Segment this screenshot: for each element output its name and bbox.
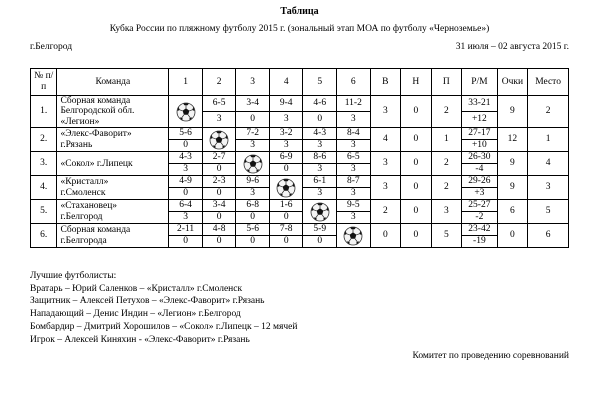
soccer-ball-icon <box>176 102 196 122</box>
soccer-ball-icon <box>209 130 229 150</box>
best-players-heading: Лучшие футболисты: <box>30 271 117 281</box>
team-number: 2. <box>31 128 57 152</box>
team-points: 9 <box>497 176 528 200</box>
match-points: 0 <box>269 164 303 176</box>
match-score: 8-4 <box>337 128 371 140</box>
match-points: 3 <box>303 188 337 200</box>
match-points: 3 <box>236 188 270 200</box>
team-place: 1 <box>528 128 569 152</box>
match-score: 4-8 <box>202 224 236 236</box>
soccer-ball-icon <box>243 154 263 174</box>
stat-d: 0 <box>401 200 432 224</box>
stat-w: 3 <box>370 152 401 176</box>
team-place: 4 <box>528 152 569 176</box>
team-place: 5 <box>528 200 569 224</box>
table-row <box>31 176 569 188</box>
match-points: 0 <box>202 188 236 200</box>
match-points: 0 <box>169 188 203 200</box>
match-score: 6-4 <box>169 200 203 212</box>
soccer-ball-icon <box>343 226 363 246</box>
team-name-line: Сборная команда <box>60 225 131 236</box>
best-player-line: Игрок – Алексей Киняхин - «Элекс-Фаворит» г.Рязань <box>30 334 250 345</box>
goal-difference: -4 <box>462 164 498 176</box>
stat-l: 2 <box>431 152 462 176</box>
best-player-line: Вратарь – Юрий Саленков – «Кристалл» г.Смоленск <box>30 283 243 294</box>
column-header: 6 <box>337 69 371 96</box>
goals-for-against: 29-26 <box>462 176 498 188</box>
team-name-line: Белгородской обл. <box>60 106 135 117</box>
soccer-ball-icon <box>310 202 330 222</box>
team-points: 9 <box>497 96 528 128</box>
team-name-cell <box>57 176 169 200</box>
committee-signature: Комитет по проведению соревнований <box>412 351 569 361</box>
stat-l: 3 <box>431 200 462 224</box>
goal-difference: +12 <box>462 112 498 128</box>
match-score: 8-7 <box>337 176 371 188</box>
stat-d: 0 <box>401 96 432 128</box>
team-place: 3 <box>528 176 569 200</box>
match-points: 0 <box>269 212 303 224</box>
team-number: 5. <box>31 200 57 224</box>
match-points: 0 <box>236 112 270 128</box>
team-name-line: г.Рязань <box>60 139 93 150</box>
stat-l: 5 <box>431 224 462 248</box>
stat-d: 0 <box>401 224 432 248</box>
goal-difference: +10 <box>462 140 498 152</box>
soccer-ball-icon <box>276 178 296 198</box>
goals-for-against: 27-17 <box>462 128 498 140</box>
stat-w: 3 <box>370 176 401 200</box>
match-points: 0 <box>202 164 236 176</box>
match-score: 7-8 <box>269 224 303 236</box>
match-score: 2-7 <box>202 152 236 164</box>
stat-d: 0 <box>401 176 432 200</box>
table-row <box>31 152 569 164</box>
tournament-dates: 31 июля – 02 августа 2015 г. <box>455 42 569 52</box>
match-score: 2-3 <box>202 176 236 188</box>
match-points: 3 <box>337 164 371 176</box>
table-row <box>31 96 569 112</box>
match-points: 3 <box>269 140 303 152</box>
best-players-section <box>30 270 297 346</box>
match-score: 4-3 <box>169 152 203 164</box>
team-number: 3. <box>31 152 57 176</box>
match-score: 1-6 <box>269 200 303 212</box>
self-match-cell <box>236 152 270 176</box>
goal-difference: -19 <box>462 236 498 248</box>
goals-for-against: 25-27 <box>462 200 498 212</box>
stat-w: 3 <box>370 96 401 128</box>
column-header: Н <box>401 69 432 96</box>
venue-city: г.Белгород <box>30 42 73 52</box>
best-player-line: Защитник – Алексей Петухов – «Элекс-Фаворит» г.Рязань <box>30 296 265 307</box>
self-match-cell <box>303 200 337 224</box>
match-points: 0 <box>202 236 236 248</box>
match-points: 0 <box>236 212 270 224</box>
match-points: 0 <box>269 236 303 248</box>
team-place: 6 <box>528 224 569 248</box>
team-name-line: «Кристалл» <box>60 177 109 188</box>
column-header: Команда <box>57 69 169 96</box>
column-header: 5 <box>303 69 337 96</box>
standings-table <box>30 68 569 248</box>
match-points: 0 <box>303 112 337 128</box>
team-number: 4. <box>31 176 57 200</box>
match-score: 9-5 <box>337 200 371 212</box>
match-score: 5-9 <box>303 224 337 236</box>
self-match-cell <box>337 224 371 248</box>
match-score: 5-6 <box>236 224 270 236</box>
self-match-cell <box>269 176 303 200</box>
team-name-line: «Сокол» г.Липецк <box>60 158 133 169</box>
stat-w: 0 <box>370 224 401 248</box>
team-name-line: Сборная команда <box>60 96 131 106</box>
team-points: 6 <box>497 200 528 224</box>
column-header: 4 <box>269 69 303 96</box>
stat-w: 2 <box>370 200 401 224</box>
match-points: 0 <box>236 236 270 248</box>
team-points: 9 <box>497 152 528 176</box>
team-name-line: «Элекс-Фаворит» <box>60 129 132 140</box>
table-row <box>31 200 569 212</box>
match-score: 6-1 <box>303 176 337 188</box>
team-name-cell <box>57 200 169 224</box>
column-header: 1 <box>169 69 203 96</box>
column-header: В <box>370 69 401 96</box>
match-score: 3-4 <box>236 96 270 112</box>
column-header: № п/п <box>31 69 57 96</box>
team-name-cell <box>57 96 169 128</box>
match-score: 6-5 <box>202 96 236 112</box>
match-score: 4-6 <box>303 96 337 112</box>
column-header: Очки <box>497 69 528 96</box>
match-points: 3 <box>337 140 371 152</box>
match-score: 4-9 <box>169 176 203 188</box>
stat-l: 2 <box>431 176 462 200</box>
match-score: 6-9 <box>269 152 303 164</box>
goal-difference: -2 <box>462 212 498 224</box>
column-header: 2 <box>202 69 236 96</box>
match-score: 8-6 <box>303 152 337 164</box>
team-name-line: г.Смоленск <box>60 187 106 198</box>
column-header: 3 <box>236 69 270 96</box>
table-row <box>31 128 569 140</box>
match-points: 3 <box>169 164 203 176</box>
team-name-line: г.Белгород <box>60 211 103 222</box>
match-points: 0 <box>169 236 203 248</box>
match-points: 3 <box>169 212 203 224</box>
match-points: 3 <box>337 188 371 200</box>
team-name-cell <box>57 224 169 248</box>
best-player-line: Бомбардир – Дмитрий Хорошилов – «Сокол» г.Липецк – 12 мячей <box>30 321 298 332</box>
match-points: 3 <box>337 212 371 224</box>
match-score: 2-11 <box>169 224 203 236</box>
team-number: 6. <box>31 224 57 248</box>
match-points: 3 <box>236 140 270 152</box>
page-subtitle: Кубка России по пляжному футболу 2015 г. (зональный этап МОА по футболу «Черноземье») <box>109 24 490 34</box>
match-points: 3 <box>337 112 371 128</box>
team-points: 12 <box>497 128 528 152</box>
stat-w: 4 <box>370 128 401 152</box>
goal-difference: +3 <box>462 188 498 200</box>
match-points: 3 <box>202 112 236 128</box>
self-match-cell <box>202 128 236 152</box>
match-points: 0 <box>202 212 236 224</box>
team-points: 0 <box>497 224 528 248</box>
goals-for-against: 23-42 <box>462 224 498 236</box>
self-match-cell <box>169 96 203 128</box>
column-header: П <box>431 69 462 96</box>
stat-l: 1 <box>431 128 462 152</box>
match-points: 0 <box>303 236 337 248</box>
team-name-line: «Легион» <box>60 116 100 127</box>
team-name-line: г.Белгорода <box>60 235 107 246</box>
match-score: 5-6 <box>169 128 203 140</box>
team-place: 2 <box>528 96 569 128</box>
goals-for-against: 33-21 <box>462 96 498 112</box>
match-score: 6-8 <box>236 200 270 212</box>
match-score: 9-6 <box>236 176 270 188</box>
table-row <box>31 224 569 236</box>
goals-for-against: 26-30 <box>462 152 498 164</box>
page-title: Таблица <box>280 6 319 17</box>
team-name-cell <box>57 152 169 176</box>
best-player-line: Нападающий – Денис Индин – «Легион» г.Белгород <box>30 309 241 320</box>
match-score: 3-2 <box>269 128 303 140</box>
match-score: 11-2 <box>337 96 371 112</box>
team-number: 1. <box>31 96 57 128</box>
team-name-cell <box>57 128 169 152</box>
match-points: 3 <box>303 140 337 152</box>
match-points: 3 <box>269 112 303 128</box>
match-points: 3 <box>303 164 337 176</box>
table-header-row <box>31 69 569 96</box>
match-score: 3-4 <box>202 200 236 212</box>
match-score: 7-2 <box>236 128 270 140</box>
stat-l: 2 <box>431 96 462 128</box>
stat-d: 0 <box>401 152 432 176</box>
stat-d: 0 <box>401 128 432 152</box>
match-score: 9-4 <box>269 96 303 112</box>
team-name-line: «Стахановец» <box>60 201 118 212</box>
column-header: Р/М <box>462 69 498 96</box>
column-header: Место <box>528 69 569 96</box>
match-score: 6-5 <box>337 152 371 164</box>
match-points: 0 <box>169 140 203 152</box>
match-score: 4-3 <box>303 128 337 140</box>
